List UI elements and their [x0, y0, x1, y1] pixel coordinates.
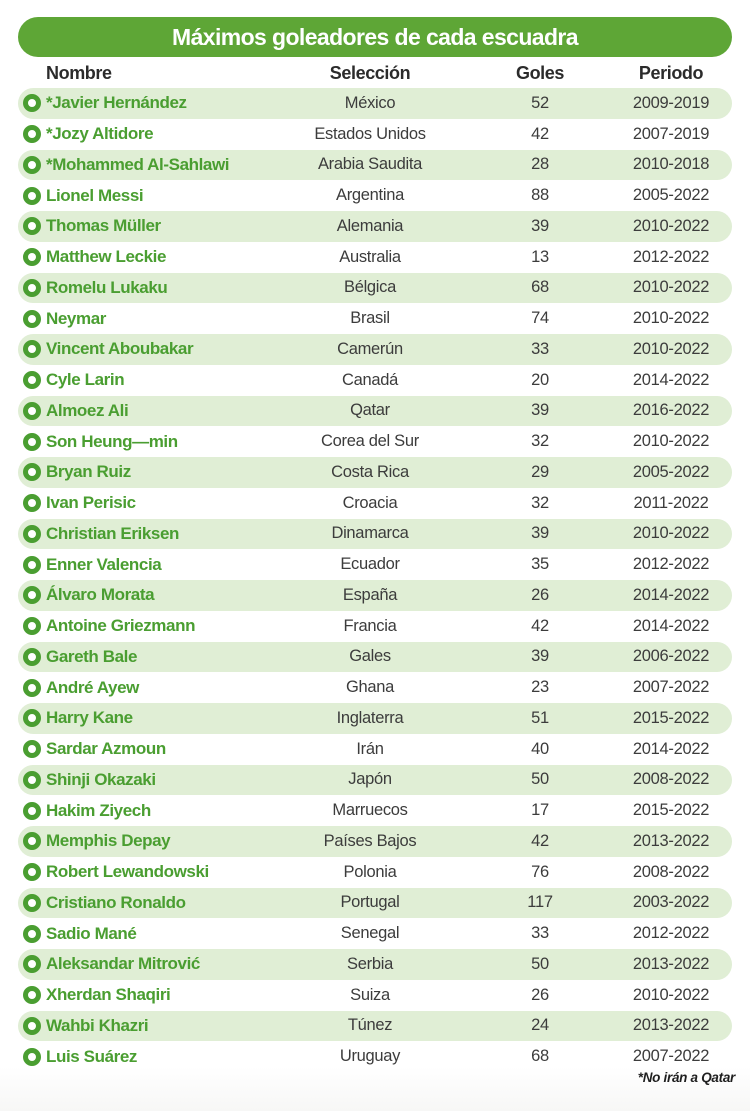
table-row: [18, 488, 732, 519]
player-name: Vincent Aboubakar: [46, 339, 194, 359]
player-goals: 13: [531, 247, 549, 266]
player-period: 2010-2022: [632, 216, 710, 235]
player-goals: 17: [531, 801, 549, 820]
table-row: [18, 303, 732, 334]
player-team: México: [344, 93, 396, 112]
player-name-cell: [18, 1016, 270, 1036]
bullet-ring-icon: [23, 433, 41, 451]
player-name-cell: [18, 647, 270, 667]
player-name: Lionel Messi: [46, 185, 144, 205]
player-name: Thomas Müller: [46, 216, 161, 236]
player-period: 2007-2019: [632, 124, 710, 143]
bullet-ring-icon: [23, 217, 41, 235]
player-name-cell: [18, 186, 270, 206]
bullet-ring-icon: [23, 832, 41, 850]
player-name: *Jozy Altidore: [46, 124, 154, 144]
table-row: [18, 795, 732, 826]
bullet-ring-icon: [23, 709, 41, 727]
table-row: [18, 1011, 732, 1042]
player-period: 2016-2022: [632, 401, 710, 420]
player-period: 2014-2022: [632, 370, 710, 389]
player-team: Camerún: [337, 339, 403, 358]
player-name-cell: [18, 216, 270, 236]
player-name-cell: [18, 462, 270, 482]
table-row: [18, 888, 732, 919]
table-row: [18, 273, 732, 304]
player-period: 2006-2022: [632, 647, 710, 666]
player-goals: 35: [531, 555, 549, 574]
player-name: Shinji Okazaki: [46, 769, 156, 789]
player-team: Bélgica: [343, 278, 397, 297]
table-row: [18, 734, 732, 765]
table-row: [18, 426, 732, 457]
player-period: 2007-2022: [632, 1047, 710, 1066]
player-name: Sadio Mané: [46, 923, 137, 943]
column-header-nombre: Nombre: [46, 62, 112, 83]
bullet-ring-icon: [23, 248, 41, 266]
player-name-cell: [18, 985, 270, 1005]
player-goals: 74: [531, 309, 549, 328]
table-row: [18, 580, 732, 611]
player-name: Robert Lewandowski: [46, 862, 209, 882]
player-goals: 32: [531, 493, 549, 512]
column-header-periodo: Periodo: [638, 62, 704, 83]
table-row: [18, 211, 732, 242]
player-team: Dinamarca: [331, 524, 409, 543]
player-goals: 26: [531, 985, 549, 1004]
player-name-cell: [18, 309, 270, 329]
bullet-ring-icon: [23, 340, 41, 358]
player-name: *Javier Hernández: [46, 93, 187, 113]
player-team: Canadá: [342, 370, 398, 389]
table-row: [18, 918, 732, 949]
bullet-ring-icon: [23, 955, 41, 973]
table-row: [18, 457, 732, 488]
player-goals: 39: [531, 216, 549, 235]
table-row: [18, 672, 732, 703]
player-name-cell: [18, 801, 270, 821]
bullet-ring-icon: [23, 648, 41, 666]
bullet-ring-icon: [23, 525, 41, 543]
table-row: [18, 826, 732, 857]
player-name: André Ayew: [46, 677, 139, 697]
player-period: 2013-2022: [632, 954, 710, 973]
player-name-cell: [18, 831, 270, 851]
player-name-cell: [18, 708, 270, 728]
table-row: [18, 611, 732, 642]
player-name-cell: [18, 524, 270, 544]
player-period: 2010-2018: [632, 155, 710, 174]
player-goals: 33: [531, 339, 549, 358]
player-team: Suiza: [350, 985, 390, 1004]
title-bar: [18, 17, 732, 57]
table-row: [18, 703, 732, 734]
player-team: Polonia: [343, 862, 397, 881]
player-name-cell: [18, 401, 270, 421]
player-team: Alemania: [336, 216, 404, 235]
player-period: 2005-2022: [632, 462, 710, 481]
player-period: 2010-2022: [632, 524, 710, 543]
player-period: 2010-2022: [632, 309, 710, 328]
bullet-ring-icon: [23, 986, 41, 1004]
player-name-cell: [18, 493, 270, 513]
page-title: Máximos goleadores de cada escuadra: [172, 23, 578, 50]
column-header-goles: Goles: [515, 62, 565, 83]
bullet-ring-icon: [23, 310, 41, 328]
bullet-ring-icon: [23, 494, 41, 512]
player-name: Almoez Ali: [46, 400, 129, 420]
table-row: [18, 180, 732, 211]
player-goals: 39: [531, 401, 549, 420]
player-period: 2010-2022: [632, 339, 710, 358]
player-period: 2010-2022: [632, 432, 710, 451]
table-row: [18, 765, 732, 796]
player-goals: 68: [531, 278, 549, 297]
player-name-cell: [18, 678, 270, 698]
player-team: Costa Rica: [331, 462, 409, 481]
player-name-cell: [18, 278, 270, 298]
table-row: [18, 150, 732, 181]
player-name: Sardar Azmoun: [46, 739, 166, 759]
player-goals: 28: [531, 155, 549, 174]
bullet-ring-icon: [23, 925, 41, 943]
player-period: 2014-2022: [632, 585, 710, 604]
bullet-ring-icon: [23, 371, 41, 389]
player-goals: 32: [531, 432, 549, 451]
player-goals: 39: [531, 647, 549, 666]
player-name: Xherdan Shaqiri: [46, 985, 171, 1005]
player-period: 2013-2022: [632, 831, 710, 850]
table-row: [18, 1041, 732, 1072]
player-period: 2014-2022: [632, 739, 710, 758]
player-team: España: [342, 585, 398, 604]
bullet-ring-icon: [23, 771, 41, 789]
table-body: [18, 88, 732, 1072]
player-goals: 26: [531, 585, 549, 604]
player-name: Cristiano Ronaldo: [46, 892, 186, 912]
player-team: Irán: [356, 739, 384, 758]
player-name-cell: [18, 585, 270, 605]
bullet-ring-icon: [23, 740, 41, 758]
table-row: [18, 519, 732, 550]
player-team: Inglaterra: [336, 708, 404, 727]
player-name: Matthew Leckie: [46, 247, 167, 267]
bullet-ring-icon: [23, 586, 41, 604]
bullet-ring-icon: [23, 556, 41, 574]
player-period: 2015-2022: [632, 801, 710, 820]
bullet-ring-icon: [23, 863, 41, 881]
player-team: Serbia: [347, 954, 393, 973]
player-team: Qatar: [350, 401, 390, 420]
player-period: 2009-2019: [632, 93, 710, 112]
table-row: [18, 857, 732, 888]
bullet-ring-icon: [23, 279, 41, 297]
table-row: [18, 88, 732, 119]
player-team: Uruguay: [339, 1047, 401, 1066]
player-name: Enner Valencia: [46, 554, 162, 574]
player-team: Corea del Sur: [321, 432, 419, 451]
player-team: Ghana: [345, 678, 395, 697]
player-team: Brasil: [350, 309, 390, 328]
bullet-ring-icon: [23, 617, 41, 635]
player-name-cell: [18, 155, 270, 175]
player-name: Gareth Bale: [46, 646, 138, 666]
player-period: 2011-2022: [633, 493, 709, 512]
player-name: Son Heung—min: [46, 431, 178, 451]
player-goals: 39: [531, 524, 549, 543]
player-goals: 68: [531, 1047, 549, 1066]
player-period: 2008-2022: [632, 862, 710, 881]
bullet-ring-icon: [23, 156, 41, 174]
player-period: 2012-2022: [632, 555, 710, 574]
player-goals: 88: [531, 186, 549, 205]
player-goals: 51: [531, 708, 549, 727]
player-name-cell: [18, 339, 270, 359]
table-row: [18, 242, 732, 273]
bullet-ring-icon: [23, 125, 41, 143]
player-name: Neymar: [46, 308, 106, 328]
player-name: Antoine Griezmann: [46, 616, 196, 636]
player-name: Luis Suárez: [46, 1046, 138, 1066]
bullet-ring-icon: [23, 402, 41, 420]
player-team: Túnez: [347, 1016, 393, 1035]
player-team: Arabia Saudita: [317, 155, 423, 174]
player-goals: 23: [531, 678, 549, 697]
player-name: Álvaro Morata: [46, 585, 155, 605]
player-name: Cyle Larin: [46, 370, 125, 390]
player-name: Memphis Depay: [46, 831, 171, 851]
player-team: Estados Unidos: [314, 124, 426, 143]
player-goals: 52: [531, 93, 549, 112]
player-name-cell: [18, 862, 270, 882]
player-goals: 24: [531, 1016, 549, 1035]
player-name: *Mohammed Al-Sahlawi: [46, 154, 230, 174]
table-row: [18, 334, 732, 365]
player-period: 2012-2022: [632, 247, 710, 266]
player-name: Harry Kane: [46, 708, 133, 728]
column-header-row: [18, 58, 732, 88]
player-name-cell: [18, 1047, 270, 1067]
player-goals: 117: [527, 893, 553, 912]
player-name: Bryan Ruiz: [46, 462, 131, 482]
bullet-ring-icon: [23, 1048, 41, 1066]
bullet-ring-icon: [23, 802, 41, 820]
player-name-cell: [18, 924, 270, 944]
player-name: Wahbi Khazri: [46, 1015, 149, 1035]
player-period: 2007-2022: [632, 678, 710, 697]
player-team: Argentina: [336, 186, 404, 205]
table-row: [18, 549, 732, 580]
table-row: [18, 980, 732, 1011]
player-period: 2013-2022: [632, 1016, 710, 1035]
player-name-cell: [18, 432, 270, 452]
table-row: [18, 642, 732, 673]
player-name-cell: [18, 247, 270, 267]
player-name: Ivan Perisic: [46, 493, 136, 513]
player-period: 2003-2022: [632, 893, 710, 912]
player-name: Aleksandar Mitrović: [46, 954, 200, 974]
player-team: Croacia: [342, 493, 398, 512]
player-name: Hakim Ziyech: [46, 800, 151, 820]
player-name: Romelu Lukaku: [46, 277, 168, 297]
player-name-cell: [18, 739, 270, 759]
bullet-ring-icon: [23, 94, 41, 112]
player-team: Senegal: [340, 924, 400, 943]
player-team: Países Bajos: [323, 831, 417, 850]
footnote: *No irán a Qatar: [637, 1070, 735, 1085]
table-row: [18, 365, 732, 396]
player-goals: 33: [531, 924, 549, 943]
player-period: 2014-2022: [632, 616, 710, 635]
player-period: 2010-2022: [632, 985, 710, 1004]
player-goals: 29: [531, 462, 549, 481]
player-team: Francia: [343, 616, 397, 635]
bullet-ring-icon: [23, 187, 41, 205]
bullet-ring-icon: [23, 679, 41, 697]
table-row: [18, 949, 732, 980]
player-name-cell: [18, 555, 270, 575]
player-goals: 76: [531, 862, 549, 881]
player-name-cell: [18, 893, 270, 913]
player-goals: 42: [531, 831, 549, 850]
table-row: [18, 119, 732, 150]
player-name-cell: [18, 770, 270, 790]
player-goals: 50: [531, 770, 549, 789]
bullet-ring-icon: [23, 463, 41, 481]
player-goals: 40: [531, 739, 549, 758]
table-row: [18, 396, 732, 427]
player-goals: 20: [531, 370, 549, 389]
player-period: 2010-2022: [632, 278, 710, 297]
player-goals: 42: [531, 616, 549, 635]
player-team: Marruecos: [332, 801, 408, 820]
player-team: Gales: [349, 647, 391, 666]
player-goals: 42: [531, 124, 549, 143]
player-period: 2005-2022: [632, 186, 710, 205]
player-name-cell: [18, 616, 270, 636]
column-header-seleccion: Selección: [329, 62, 411, 83]
player-period: 2015-2022: [632, 708, 710, 727]
player-team: Ecuador: [340, 555, 400, 574]
player-goals: 50: [531, 954, 549, 973]
player-period: 2008-2022: [632, 770, 710, 789]
player-name-cell: [18, 124, 270, 144]
player-name-cell: [18, 954, 270, 974]
player-period: 2012-2022: [632, 924, 710, 943]
player-name: Christian Eriksen: [46, 523, 180, 543]
player-name-cell: [18, 370, 270, 390]
bullet-ring-icon: [23, 894, 41, 912]
player-team: Japón: [348, 770, 392, 789]
player-team: Portugal: [340, 893, 400, 912]
bullet-ring-icon: [23, 1017, 41, 1035]
player-name-cell: [18, 93, 270, 113]
player-team: Australia: [339, 247, 401, 266]
